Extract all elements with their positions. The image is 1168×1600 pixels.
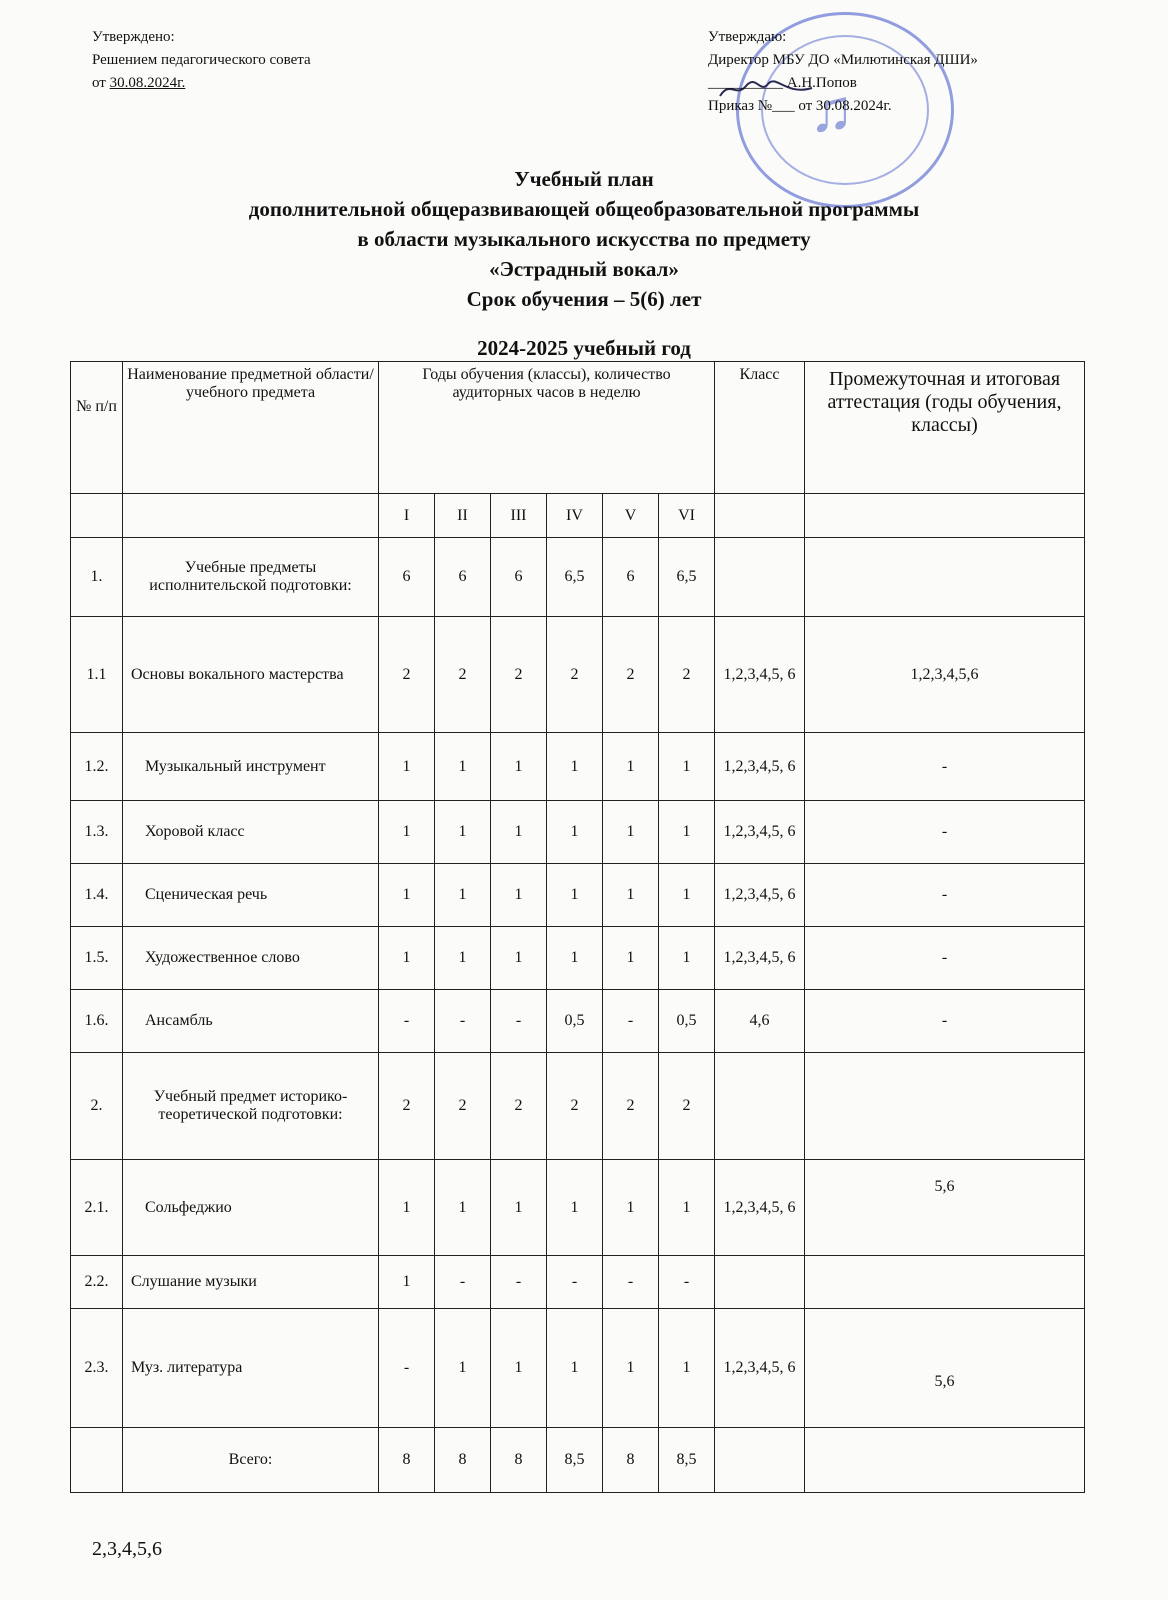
row-hours-1: 6 bbox=[379, 538, 435, 617]
row-hours-4: 8,5 bbox=[547, 1428, 603, 1493]
year-col-5: V bbox=[603, 494, 659, 538]
header-class: Класс bbox=[715, 362, 805, 494]
table-row bbox=[71, 1053, 1085, 1160]
row-hours-3: 8 bbox=[491, 1428, 547, 1493]
row-hours-4: 1 bbox=[547, 864, 603, 927]
table-row bbox=[71, 1160, 1085, 1256]
row-hours-3: 1 bbox=[491, 733, 547, 801]
row-hours-3: 2 bbox=[491, 617, 547, 733]
row-hours-5: 1 bbox=[603, 927, 659, 990]
row-name: Ансамбль bbox=[123, 990, 379, 1053]
row-name: Учебные предметы исполнительской подготовки: bbox=[123, 538, 379, 617]
row-hours-2: 8 bbox=[435, 1428, 491, 1493]
row-attestation: - bbox=[805, 801, 1085, 864]
row-hours-6: 1 bbox=[659, 1309, 715, 1428]
approval-right-line4: Приказ №___ от 30.08.2024г. bbox=[708, 98, 892, 114]
row-hours-4: 1 bbox=[547, 1309, 603, 1428]
row-hours-4: 2 bbox=[547, 1053, 603, 1160]
row-name: Основы вокального мастерства bbox=[123, 617, 379, 733]
document-title bbox=[0, 164, 1168, 314]
row-hours-4: 1 bbox=[547, 927, 603, 990]
row-hours-1: 2 bbox=[379, 617, 435, 733]
row-num: 1.4. bbox=[71, 864, 123, 927]
title-line2: дополнительной общеразвивающей общеобразовательной программы bbox=[248, 197, 920, 221]
row-num: 1.1 bbox=[71, 617, 123, 733]
row-class: 4,6 bbox=[715, 990, 805, 1053]
row-hours-3: 1 bbox=[491, 801, 547, 864]
row-num: 1.5. bbox=[71, 927, 123, 990]
approval-left-line3 bbox=[92, 72, 311, 95]
row-hours-1: 1 bbox=[379, 927, 435, 990]
row-hours-5: 6 bbox=[603, 538, 659, 617]
row-hours-4: 0,5 bbox=[547, 990, 603, 1053]
row-hours-1: 1 bbox=[379, 1256, 435, 1309]
academic-year: 2024-2025 учебный год bbox=[477, 336, 691, 360]
row-hours-5: 1 bbox=[603, 1309, 659, 1428]
row-num: 1. bbox=[71, 538, 123, 617]
approval-right-line1: Утверждаю: bbox=[708, 29, 787, 45]
title-line3: в области музыкального искусства по предмету bbox=[357, 227, 811, 251]
row-class: 1,2,3,4,5, 6 bbox=[715, 733, 805, 801]
row-hours-1: - bbox=[379, 990, 435, 1053]
table-row bbox=[71, 1256, 1085, 1309]
row-hours-4: 2 bbox=[547, 617, 603, 733]
row-hours-6: - bbox=[659, 1256, 715, 1309]
row-hours-6: 1 bbox=[659, 927, 715, 990]
table-row bbox=[71, 801, 1085, 864]
row-hours-1: 1 bbox=[379, 1160, 435, 1256]
row-hours-2: 1 bbox=[435, 1160, 491, 1256]
row-hours-4: - bbox=[547, 1256, 603, 1309]
row-attestation: - bbox=[805, 990, 1085, 1053]
table-row bbox=[71, 538, 1085, 617]
row-hours-2: 1 bbox=[435, 1309, 491, 1428]
row-attestation bbox=[805, 538, 1085, 617]
year-empty-name bbox=[123, 494, 379, 538]
table-row bbox=[71, 927, 1085, 990]
row-hours-1: 1 bbox=[379, 801, 435, 864]
row-hours-1: 1 bbox=[379, 733, 435, 801]
row-hours-6: 2 bbox=[659, 1053, 715, 1160]
approval-right-line2: Директор МБУ ДО «Милютинская ДШИ» bbox=[708, 52, 978, 68]
row-hours-2: 1 bbox=[435, 927, 491, 990]
year-col-4: IV bbox=[547, 494, 603, 538]
row-hours-3: 1 bbox=[491, 864, 547, 927]
row-hours-3: 1 bbox=[491, 1309, 547, 1428]
year-col-2: II bbox=[435, 494, 491, 538]
row-hours-5: - bbox=[603, 1256, 659, 1309]
row-hours-5: 8 bbox=[603, 1428, 659, 1493]
year-empty-attestation bbox=[805, 494, 1085, 538]
row-hours-2: 2 bbox=[435, 1053, 491, 1160]
row-hours-6: 1 bbox=[659, 1160, 715, 1256]
row-num: 1.2. bbox=[71, 733, 123, 801]
approval-right-line3: __________ А.Н.Попов bbox=[708, 75, 857, 91]
row-hours-5: - bbox=[603, 990, 659, 1053]
row-hours-2: - bbox=[435, 990, 491, 1053]
approval-left-line2: Решением педагогического совета bbox=[92, 52, 311, 68]
row-attestation bbox=[805, 1256, 1085, 1309]
row-hours-6: 6,5 bbox=[659, 538, 715, 617]
approval-right-block bbox=[708, 26, 978, 118]
row-attestation bbox=[805, 1053, 1085, 1160]
row-hours-6: 1 bbox=[659, 733, 715, 801]
row-hours-1: 8 bbox=[379, 1428, 435, 1493]
row-hours-2: - bbox=[435, 1256, 491, 1309]
row-hours-5: 1 bbox=[603, 1160, 659, 1256]
year-columns-row bbox=[71, 494, 1085, 538]
row-class: 1,2,3,4,5, 6 bbox=[715, 801, 805, 864]
row-hours-2: 6 bbox=[435, 538, 491, 617]
row-hours-2: 2 bbox=[435, 617, 491, 733]
row-class bbox=[715, 538, 805, 617]
year-empty-num bbox=[71, 494, 123, 538]
year-col-6: VI bbox=[659, 494, 715, 538]
row-class: 1,2,3,4,5, 6 bbox=[715, 864, 805, 927]
table-row bbox=[71, 617, 1085, 733]
footer-note: 2,3,4,5,6 bbox=[92, 1538, 162, 1560]
row-hours-2: 1 bbox=[435, 733, 491, 801]
row-num: 1.3. bbox=[71, 801, 123, 864]
title-line4: «Эстрадный вокал» bbox=[489, 257, 679, 281]
table-total-row bbox=[71, 1428, 1085, 1493]
row-class: 1,2,3,4,5, 6 bbox=[715, 927, 805, 990]
row-hours-6: 2 bbox=[659, 617, 715, 733]
row-hours-4: 1 bbox=[547, 801, 603, 864]
title-line5: Срок обучения – 5(6) лет bbox=[466, 287, 702, 311]
row-attestation: 5,6 bbox=[805, 1309, 1085, 1428]
row-hours-3: 1 bbox=[491, 1160, 547, 1256]
row-hours-6: 1 bbox=[659, 864, 715, 927]
row-num: 2.3. bbox=[71, 1309, 123, 1428]
row-hours-5: 1 bbox=[603, 801, 659, 864]
header-num: № п/п bbox=[71, 362, 123, 494]
row-name: Слушание музыки bbox=[123, 1256, 379, 1309]
row-class bbox=[715, 1256, 805, 1309]
row-num: 1.6. bbox=[71, 990, 123, 1053]
row-num: 2. bbox=[71, 1053, 123, 1160]
table-row bbox=[71, 990, 1085, 1053]
row-attestation: 5,6 bbox=[805, 1160, 1085, 1256]
row-num: 2.2. bbox=[71, 1256, 123, 1309]
year-col-1: I bbox=[379, 494, 435, 538]
table-header-row bbox=[71, 362, 1085, 494]
row-class: 1,2,3,4,5, 6 bbox=[715, 1160, 805, 1256]
row-hours-1: - bbox=[379, 1309, 435, 1428]
row-attestation: - bbox=[805, 864, 1085, 927]
row-hours-4: 6,5 bbox=[547, 538, 603, 617]
row-name: Хоровой класс bbox=[123, 801, 379, 864]
row-hours-6: 0,5 bbox=[659, 990, 715, 1053]
stamp-music-note-icon: ♫ bbox=[809, 78, 854, 144]
header-attestation: Промежуточная и итоговая аттестация (годы обучения, классы) bbox=[805, 362, 1085, 494]
approval-left-block bbox=[92, 26, 311, 95]
row-hours-1: 2 bbox=[379, 1053, 435, 1160]
row-name: Учебный предмет историко-теоретической подготовки: bbox=[123, 1053, 379, 1160]
row-class bbox=[715, 1428, 805, 1493]
row-hours-1: 1 bbox=[379, 864, 435, 927]
row-name: Муз. литература bbox=[123, 1309, 379, 1428]
curriculum-table bbox=[70, 361, 1085, 1493]
row-hours-3: 2 bbox=[491, 1053, 547, 1160]
approval-left-date-prefix: от bbox=[92, 75, 110, 91]
approval-left-line1: Утверждено: bbox=[92, 29, 175, 45]
row-name: Всего: bbox=[123, 1428, 379, 1493]
table-row bbox=[71, 733, 1085, 801]
row-hours-4: 1 bbox=[547, 733, 603, 801]
row-name: Сценическая речь bbox=[123, 864, 379, 927]
table-row bbox=[71, 1309, 1085, 1428]
row-hours-6: 8,5 bbox=[659, 1428, 715, 1493]
row-hours-5: 1 bbox=[603, 733, 659, 801]
row-attestation: - bbox=[805, 927, 1085, 990]
row-class bbox=[715, 1053, 805, 1160]
header-name: Наименование предметной области/учебного предмета bbox=[123, 362, 379, 494]
table-row bbox=[71, 864, 1085, 927]
year-col-3: III bbox=[491, 494, 547, 538]
row-hours-3: - bbox=[491, 1256, 547, 1309]
row-hours-2: 1 bbox=[435, 864, 491, 927]
row-class: 1,2,3,4,5, 6 bbox=[715, 1309, 805, 1428]
row-name: Сольфеджио bbox=[123, 1160, 379, 1256]
row-attestation bbox=[805, 1428, 1085, 1493]
row-hours-5: 2 bbox=[603, 617, 659, 733]
row-hours-5: 2 bbox=[603, 1053, 659, 1160]
row-num: 2.1. bbox=[71, 1160, 123, 1256]
year-empty-class bbox=[715, 494, 805, 538]
row-hours-6: 1 bbox=[659, 801, 715, 864]
row-hours-5: 1 bbox=[603, 864, 659, 927]
row-attestation: 1,2,3,4,5,6 bbox=[805, 617, 1085, 733]
row-hours-3: 1 bbox=[491, 927, 547, 990]
row-hours-3: 6 bbox=[491, 538, 547, 617]
row-hours-2: 1 bbox=[435, 801, 491, 864]
row-name: Музыкальный инструмент bbox=[123, 733, 379, 801]
row-class: 1,2,3,4,5, 6 bbox=[715, 617, 805, 733]
row-num bbox=[71, 1428, 123, 1493]
row-name: Художественное слово bbox=[123, 927, 379, 990]
title-line1: Учебный план bbox=[514, 167, 654, 191]
row-hours-3: - bbox=[491, 990, 547, 1053]
row-hours-4: 1 bbox=[547, 1160, 603, 1256]
approval-left-date: 30.08.2024г. bbox=[109, 75, 186, 91]
header-years: Годы обучения (классы), количество аудиторных часов в неделю bbox=[379, 362, 715, 494]
row-attestation: - bbox=[805, 733, 1085, 801]
